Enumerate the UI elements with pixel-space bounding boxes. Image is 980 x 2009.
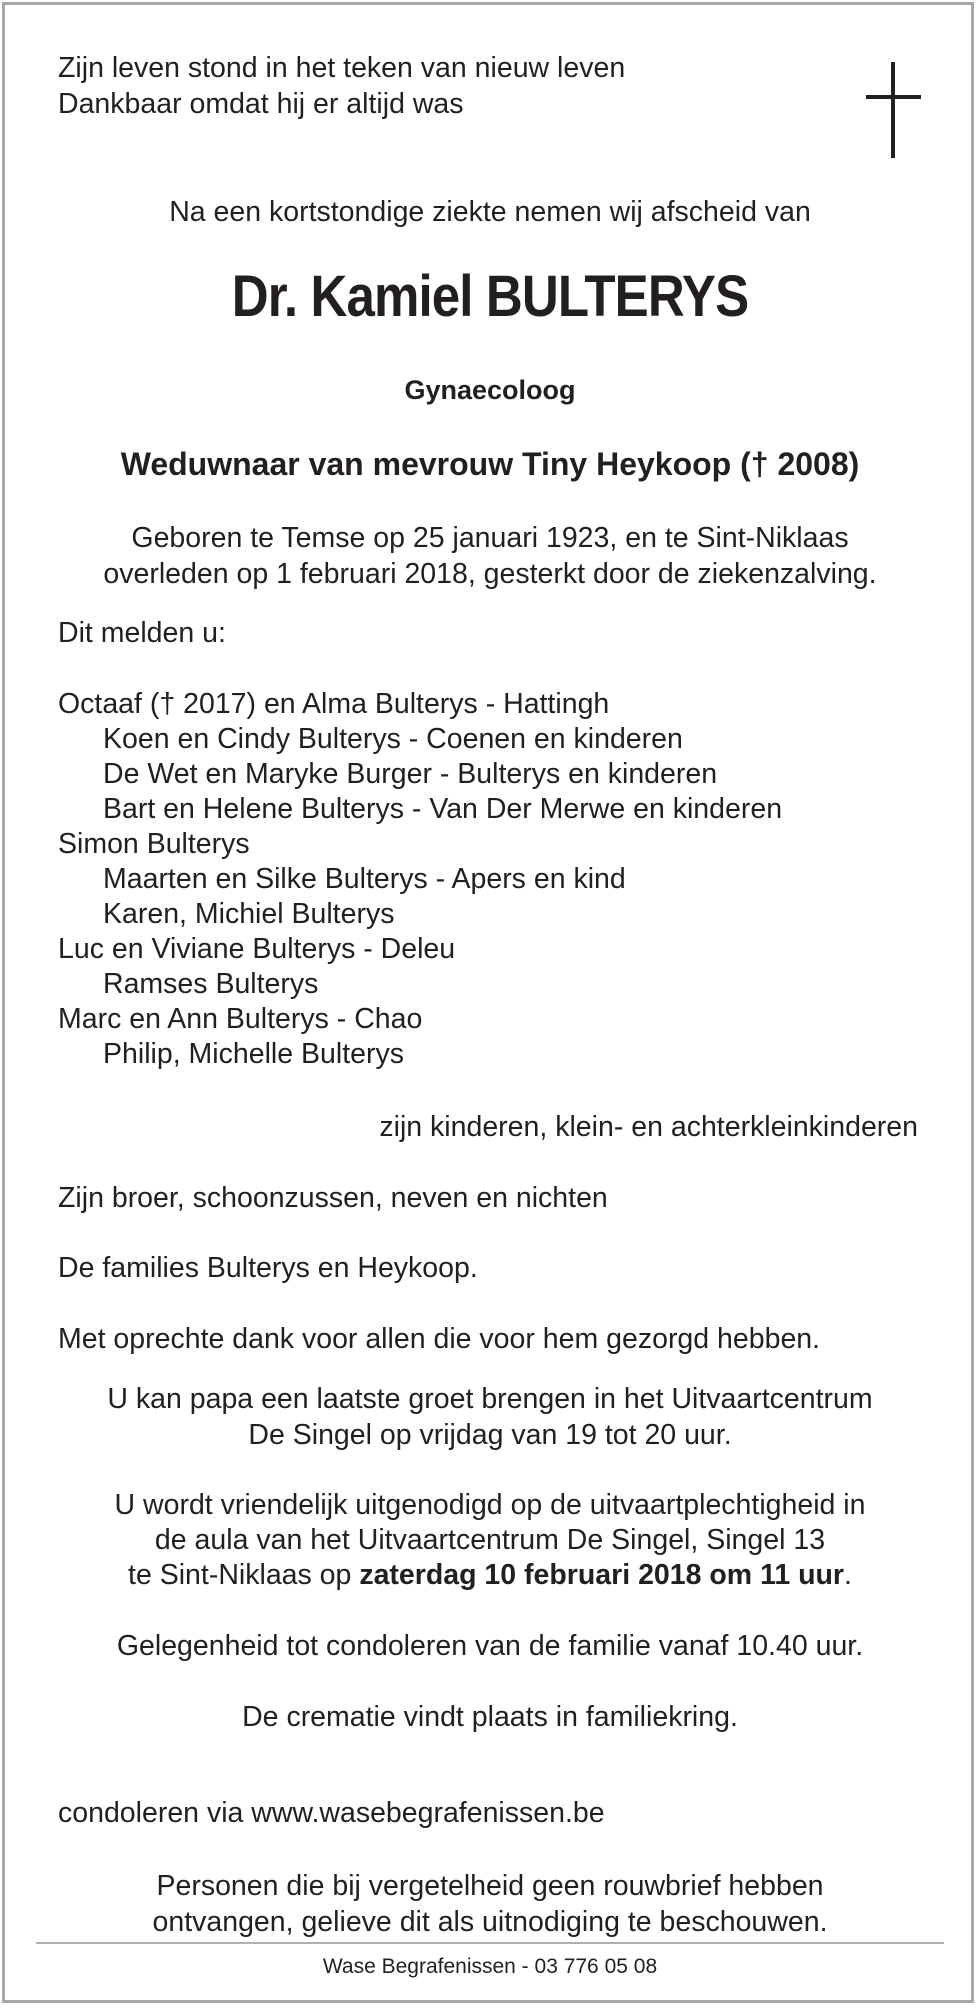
- ceremony-place: te Sint-Niklaas op: [128, 1559, 360, 1591]
- family-line: Ramses Bulterys: [103, 968, 319, 1000]
- intro-line: Na een kortstondige ziekte nemen wij afscheid van: [169, 196, 811, 228]
- family-caption: zijn kinderen, klein- en achterkleinkinderen: [379, 1111, 918, 1143]
- family-line: Luc en Viviane Bulterys - Deleu: [58, 933, 456, 965]
- cremation-line: De crematie vindt plaats in familiekring.: [242, 1701, 738, 1733]
- ceremony-period: .: [844, 1559, 852, 1591]
- latin-cross-icon: [866, 62, 921, 158]
- families-line: De families Bulterys en Heykoop.: [58, 1252, 478, 1284]
- visitation-line-2: De Singel op vrijdag van 19 tot 20 uur.: [248, 1419, 732, 1451]
- spouse-line: Weduwnaar van mevrouw Tiny Heykoop († 2008): [120, 446, 860, 482]
- notice-line-1: Personen die bij vergetelheid geen rouwbrief hebben: [156, 1870, 824, 1902]
- family-line: Marc en Ann Bulterys - Chao: [58, 1003, 423, 1035]
- condolence-time-line: Gelegenheid tot condoleren van de familie vanaf 10.40 uur.: [116, 1630, 864, 1662]
- ceremony-line-2: de aula van het Uitvaartcentrum De Singel, Singel 13: [154, 1524, 826, 1556]
- footer-divider: [36, 1942, 944, 1944]
- profession: Gynaecoloog: [404, 375, 576, 405]
- motto-line-1: Zijn leven stond in het teken van nieuw leven: [58, 52, 626, 84]
- relatives-line: Zijn broer, schoonzussen, neven en nichten: [58, 1182, 608, 1214]
- ceremony-line-3: [0, 1558, 980, 1592]
- footer-funeral-home: Wase Begrafenissen - 03 776 05 08: [322, 1955, 658, 1978]
- family-line: Bart en Helene Bulterys - Van Der Merwe en kinderen: [103, 793, 783, 825]
- death-line: overleden op 1 februari 2018, gesterkt door de ziekenzalving.: [103, 558, 877, 590]
- thanks-line: Met oprechte dank voor allen die voor hem gezorgd hebben.: [58, 1323, 821, 1355]
- family-line: Koen en Cindy Bulterys - Coenen en kinderen: [103, 723, 683, 755]
- visitation-line-1: U kan papa een laatste groet brengen in het Uitvaartcentrum: [107, 1383, 873, 1415]
- birth-line: Geboren te Temse op 25 januari 1923, en te Sint-Niklaas: [131, 522, 849, 554]
- motto-line-2: Dankbaar omdat hij er altijd was: [58, 88, 464, 120]
- deceased-name: Dr. Kamiel BULTERYS: [231, 264, 749, 329]
- family-line: Simon Bulterys: [58, 828, 250, 860]
- family-line: Octaaf († 2017) en Alma Bulterys - Hattingh: [58, 688, 610, 720]
- ceremony-line-1: U wordt vriendelijk uitgenodigd op de uitvaartplechtigheid in: [114, 1489, 866, 1521]
- family-line: Karen, Michiel Bulterys: [103, 898, 395, 930]
- ceremony-datetime: zaterdag 10 februari 2018 om 11 uur: [359, 1559, 845, 1591]
- notice-line-2: ontvangen, gelieve dit als uitnodiging te beschouwen.: [152, 1906, 828, 1938]
- family-line: De Wet en Maryke Burger - Bulterys en kinderen: [103, 758, 718, 790]
- family-line: Philip, Michelle Bulterys: [103, 1038, 404, 1070]
- online-condolence-line: condoleren via www.wasebegrafenissen.be: [58, 1797, 605, 1829]
- announce-line: Dit melden u:: [58, 617, 226, 649]
- family-line: Maarten en Silke Bulterys - Apers en kind: [103, 863, 626, 895]
